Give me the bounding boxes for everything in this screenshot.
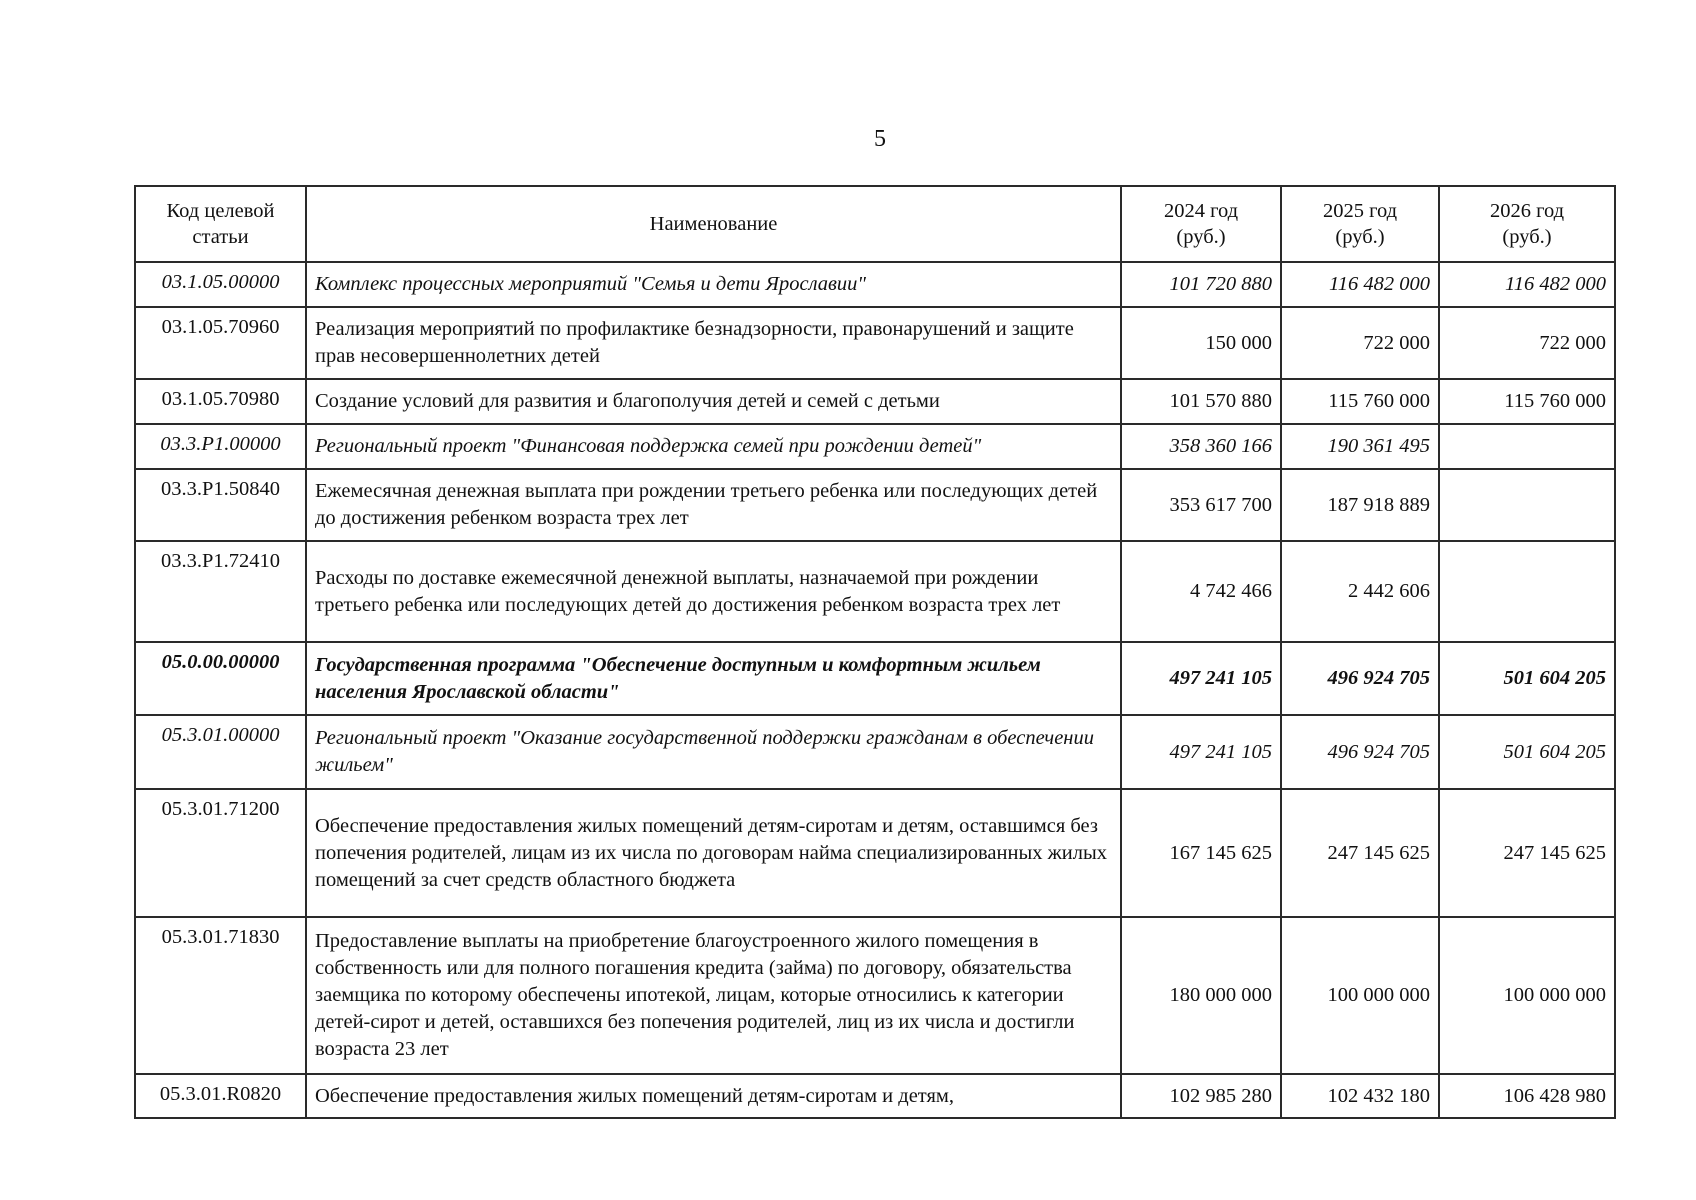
cell-2025: 496 924 705 [1281, 642, 1439, 715]
cell-2024: 102 985 280 [1121, 1074, 1281, 1118]
cell-2024: 358 360 166 [1121, 424, 1281, 469]
cell-2025: 102 432 180 [1281, 1074, 1439, 1118]
cell-2026: 100 000 000 [1439, 917, 1615, 1074]
table-row [135, 789, 1615, 917]
page-number: 5 [874, 126, 886, 152]
cell-2025: 115 760 000 [1281, 379, 1439, 424]
cell-code: 05.3.01.00000 [135, 715, 306, 789]
cell-2026 [1439, 541, 1615, 642]
header-2024: 2024 год (руб.) [1121, 186, 1281, 262]
cell-name: Обеспечение предоставления жилых помещений детям-сиротам и детям, [306, 1074, 1121, 1118]
cell-2024: 180 000 000 [1121, 917, 1281, 1074]
cell-2024: 167 145 625 [1121, 789, 1281, 917]
cell-2024: 101 570 880 [1121, 379, 1281, 424]
table-row [135, 262, 1615, 307]
cell-code: 05.0.00.00000 [135, 642, 306, 715]
table-row [135, 917, 1615, 1074]
table-row [135, 642, 1615, 715]
cell-name: Региональный проект "Оказание государственной поддержки гражданам в обеспечении жильем" [306, 715, 1121, 789]
cell-2026: 106 428 980 [1439, 1074, 1615, 1118]
cell-2025: 496 924 705 [1281, 715, 1439, 789]
cell-name: Создание условий для развития и благополучия детей и семей с детьми [306, 379, 1121, 424]
cell-name: Региональный проект "Финансовая поддержка семей при рождении детей" [306, 424, 1121, 469]
cell-code: 03.1.05.70980 [135, 379, 306, 424]
cell-2026: 116 482 000 [1439, 262, 1615, 307]
cell-2024: 497 241 105 [1121, 642, 1281, 715]
cell-code: 05.3.01.71830 [135, 917, 306, 1074]
cell-code: 03.1.05.00000 [135, 262, 306, 307]
cell-2026: 501 604 205 [1439, 715, 1615, 789]
cell-name: Реализация мероприятий по профилактике безнадзорности, правонарушений и защите прав несовершеннолетних детей [306, 307, 1121, 379]
cell-2025: 2 442 606 [1281, 541, 1439, 642]
cell-code: 05.3.01.71200 [135, 789, 306, 917]
cell-2025: 722 000 [1281, 307, 1439, 379]
table-row [135, 424, 1615, 469]
table-row [135, 469, 1615, 541]
table-header-row [135, 186, 1615, 262]
cell-2024: 101 720 880 [1121, 262, 1281, 307]
cell-code: 05.3.01.R0820 [135, 1074, 306, 1118]
header-2025: 2025 год (руб.) [1281, 186, 1439, 262]
cell-name: Предоставление выплаты на приобретение благоустроенного жилого помещения в собственность или для полного погашения кредита (займа) по договору, обязательства заемщика по которому обеспечены ипотекой, лицам, которые относились к категории детей-сирот и детей, оставшихся без попечения родителей, лиц из их числа и достигли возраста 23 лет [306, 917, 1121, 1074]
cell-2026 [1439, 424, 1615, 469]
cell-2024: 353 617 700 [1121, 469, 1281, 541]
header-code: Код целевой статьи [135, 186, 306, 262]
cell-2026: 247 145 625 [1439, 789, 1615, 917]
cell-2025: 187 918 889 [1281, 469, 1439, 541]
table-row [135, 541, 1615, 642]
table-row [135, 1074, 1615, 1118]
cell-2026 [1439, 469, 1615, 541]
budget-table [134, 185, 1616, 1119]
cell-2025: 100 000 000 [1281, 917, 1439, 1074]
cell-2025: 247 145 625 [1281, 789, 1439, 917]
cell-code: 03.3.P1.50840 [135, 469, 306, 541]
cell-name: Обеспечение предоставления жилых помещений детям-сиротам и детям, оставшимся без попечения родителей, лицам из их числа по договорам найма специализированных жилых помещений за счет средств областного бюджета [306, 789, 1121, 917]
cell-2025: 116 482 000 [1281, 262, 1439, 307]
table-row [135, 307, 1615, 379]
cell-name: Ежемесячная денежная выплата при рождении третьего ребенка или последующих детей до достижения ребенком возраста трех лет [306, 469, 1121, 541]
header-name: Наименование [306, 186, 1121, 262]
cell-2025: 190 361 495 [1281, 424, 1439, 469]
cell-code: 03.1.05.70960 [135, 307, 306, 379]
cell-code: 03.3.P1.72410 [135, 541, 306, 642]
cell-2024: 150 000 [1121, 307, 1281, 379]
cell-name: Государственная программа "Обеспечение доступным и комфортным жильем населения Ярославской области" [306, 642, 1121, 715]
cell-name: Комплекс процессных мероприятий "Семья и дети Ярославии" [306, 262, 1121, 307]
table-row [135, 379, 1615, 424]
cell-2026: 501 604 205 [1439, 642, 1615, 715]
header-2026: 2026 год (руб.) [1439, 186, 1615, 262]
table-row [135, 715, 1615, 789]
cell-2026: 722 000 [1439, 307, 1615, 379]
cell-2024: 497 241 105 [1121, 715, 1281, 789]
cell-code: 03.3.P1.00000 [135, 424, 306, 469]
cell-name: Расходы по доставке ежемесячной денежной выплаты, назначаемой при рождении третьего ребенка или последующих детей до достижения ребенком возраста трех лет [306, 541, 1121, 642]
cell-2026: 115 760 000 [1439, 379, 1615, 424]
cell-2024: 4 742 466 [1121, 541, 1281, 642]
